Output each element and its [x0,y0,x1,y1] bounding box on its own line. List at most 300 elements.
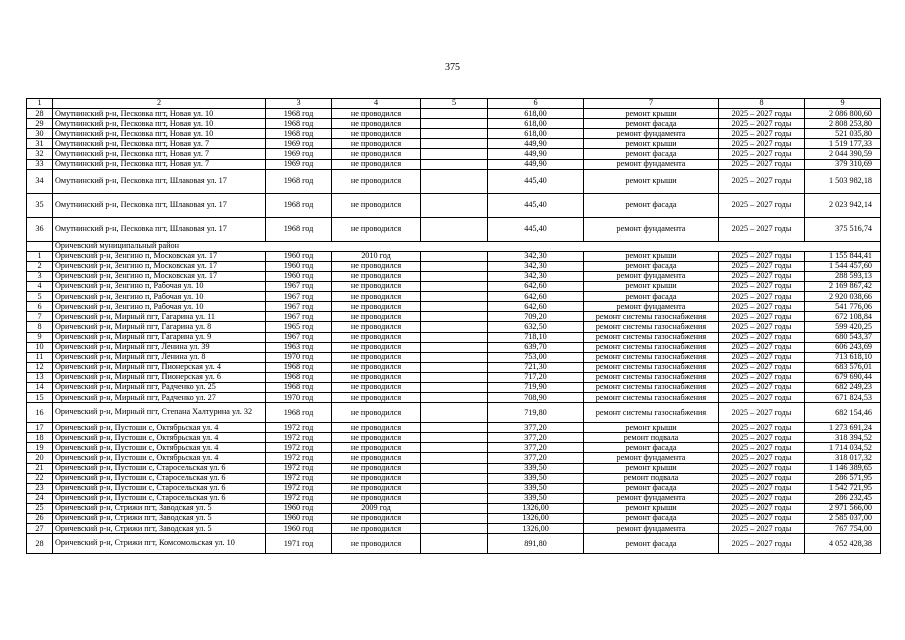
work-type-cell: ремонт крыши [584,169,719,193]
col5-cell [421,443,488,453]
last-repair-cell: не проводился [332,473,421,483]
address-cell: Омутнинский р-н, Песковка пгт, Новая ул. 7 [53,149,266,159]
cost-cell: 1 544 457,60 [805,261,881,271]
row-number: 7 [27,312,53,322]
section-spacer [27,241,53,251]
build-year-cell: 1960 год [266,261,332,271]
col5-cell [421,109,488,119]
address-cell: Омутнинский р-н, Песковка пгт, Шлаковая ул. 17 [53,217,266,241]
address-cell: Оричевский р-н, Стрижи пгт, Заводская ул. 5 [53,524,266,534]
table-row [27,503,881,513]
work-type-cell: ремонт системы газоснабжения [584,322,719,332]
area-cell: 642,60 [488,292,584,302]
last-repair-cell: не проводился [332,129,421,139]
table-row [27,433,881,443]
period-cell: 2025 – 2027 годы [719,393,805,403]
last-repair-cell: не проводился [332,372,421,382]
period-cell: 2025 – 2027 годы [719,312,805,322]
last-repair-cell: не проводился [332,119,421,129]
work-type-cell: ремонт системы газоснабжения [584,382,719,392]
address-cell: Оричевский р-н, Пустоши с, Октябрьская ул. 4 [53,433,266,443]
period-cell: 2025 – 2027 годы [719,302,805,312]
table-row [27,342,881,352]
last-repair-cell: не проводился [332,514,421,524]
cost-cell: 1 503 982,18 [805,169,881,193]
address-cell: Оричевский р-н, Зенгино п, Рабочая ул. 10 [53,292,266,302]
area-cell: 642,60 [488,302,584,312]
cost-cell: 2 920 038,66 [805,292,881,302]
area-cell: 377,20 [488,423,584,433]
work-type-cell: ремонт крыши [584,251,719,261]
work-type-cell: ремонт системы газоснабжения [584,372,719,382]
address-cell: Оричевский р-н, Стрижи пгт, Заводская ул. 5 [53,514,266,524]
cost-cell: 2 044 390,59 [805,149,881,159]
table-row [27,169,881,193]
period-cell: 2025 – 2027 годы [719,473,805,483]
column-number-header: 3 [266,99,332,109]
build-year-cell: 1967 год [266,282,332,292]
row-number: 27 [27,524,53,534]
row-number: 2 [27,261,53,271]
area-cell: 377,20 [488,433,584,443]
period-cell: 2025 – 2027 годы [719,332,805,342]
period-cell: 2025 – 2027 годы [719,352,805,362]
last-repair-cell: 2009 год [332,503,421,513]
period-cell: 2025 – 2027 годы [719,403,805,423]
area-cell: 618,00 [488,119,584,129]
period-cell: 2025 – 2027 годы [719,193,805,217]
address-cell: Омутнинский р-н, Песковка пгт, Новая ул. 10 [53,109,266,119]
area-cell: 708,90 [488,393,584,403]
period-cell: 2025 – 2027 годы [719,503,805,513]
work-type-cell: ремонт фасада [584,534,719,554]
area-cell: 339,50 [488,493,584,503]
last-repair-cell: не проводился [332,312,421,322]
last-repair-cell: не проводился [332,149,421,159]
last-repair-cell: 2010 год [332,251,421,261]
table-row [27,362,881,372]
area-cell: 445,40 [488,193,584,217]
work-type-cell: ремонт фундамента [584,129,719,139]
work-type-cell: ремонт крыши [584,423,719,433]
address-cell: Омутнинский р-н, Песковка пгт, Шлаковая ул. 17 [53,169,266,193]
row-number: 19 [27,443,53,453]
row-number: 28 [27,534,53,554]
area-cell: 449,90 [488,159,584,169]
cost-cell: 599 420,25 [805,322,881,332]
cost-cell: 682 154,46 [805,403,881,423]
row-number: 1 [27,251,53,261]
row-number: 25 [27,503,53,513]
work-type-cell: ремонт подвала [584,433,719,443]
cost-cell: 606 243,69 [805,342,881,352]
column-number-header: 9 [805,99,881,109]
area-cell: 719,90 [488,382,584,392]
row-number: 28 [27,109,53,119]
row-number: 23 [27,483,53,493]
cost-cell: 2 086 800,60 [805,109,881,119]
work-type-cell: ремонт фундамента [584,159,719,169]
row-number: 21 [27,463,53,473]
work-type-cell: ремонт системы газоснабжения [584,332,719,342]
work-type-cell: ремонт фундамента [584,493,719,503]
row-number: 30 [27,129,53,139]
row-number: 26 [27,514,53,524]
table-row [27,493,881,503]
period-cell: 2025 – 2027 годы [719,251,805,261]
area-cell: 339,50 [488,463,584,473]
build-year-cell: 1972 год [266,443,332,453]
table-row [27,251,881,261]
address-cell: Оричевский р-н, Мирный пгт, Ленина ул. 39 [53,342,266,352]
build-year-cell: 1969 год [266,149,332,159]
address-cell: Оричевский р-н, Мирный пгт, Радченко ул. 25 [53,382,266,392]
area-cell: 618,00 [488,109,584,119]
area-cell: 1326,00 [488,514,584,524]
col5-cell [421,514,488,524]
column-number-header: 6 [488,99,584,109]
row-number: 12 [27,362,53,372]
last-repair-cell: не проводился [332,382,421,392]
table-body [27,99,881,554]
address-cell: Оричевский р-н, Мирный пгт, Ленина ул. 8 [53,352,266,362]
col5-cell [421,312,488,322]
address-cell: Омутнинский р-н, Песковка пгт, Новая ул. 10 [53,129,266,139]
col5-cell [421,433,488,443]
area-cell: 642,60 [488,282,584,292]
last-repair-cell: не проводился [332,193,421,217]
row-number: 9 [27,332,53,342]
table-row [27,159,881,169]
table-row [27,463,881,473]
area-cell: 339,50 [488,473,584,483]
period-cell: 2025 – 2027 годы [719,261,805,271]
last-repair-cell: не проводился [332,302,421,312]
row-number: 29 [27,119,53,129]
address-cell: Оричевский р-н, Пустоши с, Старосельская ул. 6 [53,473,266,483]
area-cell: 721,30 [488,362,584,372]
last-repair-cell: не проводился [332,342,421,352]
address-cell: Омутнинский р-н, Песковка пгт, Новая ул. 7 [53,159,266,169]
work-type-cell: ремонт подвала [584,473,719,483]
work-type-cell: ремонт фундамента [584,302,719,312]
address-cell: Омутнинский р-н, Песковка пгт, Шлаковая ул. 17 [53,193,266,217]
period-cell: 2025 – 2027 годы [719,322,805,332]
period-cell: 2025 – 2027 годы [719,342,805,352]
area-cell: 377,20 [488,453,584,463]
work-type-cell: ремонт фундамента [584,217,719,241]
table-row [27,292,881,302]
work-type-cell: ремонт крыши [584,503,719,513]
period-cell: 2025 – 2027 годы [719,483,805,493]
col5-cell [421,217,488,241]
area-cell: 377,20 [488,443,584,453]
area-cell: 342,30 [488,261,584,271]
period-cell: 2025 – 2027 годы [719,109,805,119]
last-repair-cell: не проводился [332,453,421,463]
row-number: 14 [27,382,53,392]
col5-cell [421,403,488,423]
cost-cell: 713 618,10 [805,352,881,362]
build-year-cell: 1972 год [266,473,332,483]
table-row [27,352,881,362]
address-cell: Оричевский р-н, Стрижи пгт, Комсомольская ул. 10 [53,534,266,554]
row-number: 6 [27,302,53,312]
build-year-cell: 1971 год [266,534,332,554]
cost-cell: 680 543,37 [805,332,881,342]
last-repair-cell: не проводился [332,352,421,362]
column-number-header: 8 [719,99,805,109]
address-cell: Оричевский р-н, Пустоши с, Октябрьская ул. 4 [53,443,266,453]
table-row [27,312,881,322]
col5-cell [421,393,488,403]
period-cell: 2025 – 2027 годы [719,433,805,443]
last-repair-cell: не проводился [332,393,421,403]
table-row [27,217,881,241]
period-cell: 2025 – 2027 годы [719,169,805,193]
table-row [27,282,881,292]
row-number: 33 [27,159,53,169]
col5-cell [421,534,488,554]
build-year-cell: 1968 год [266,119,332,129]
work-type-cell: ремонт фасада [584,292,719,302]
cost-cell: 2 971 566,00 [805,503,881,513]
period-cell: 2025 – 2027 годы [719,271,805,281]
last-repair-cell: не проводился [332,493,421,503]
period-cell: 2025 – 2027 годы [719,463,805,473]
section-title: Оричевский муниципальный район [53,241,881,251]
address-cell: Омутнинский р-н, Песковка пгт, Новая ул. 10 [53,119,266,129]
table-row [27,382,881,392]
work-type-cell: ремонт системы газоснабжения [584,362,719,372]
row-number: 8 [27,322,53,332]
area-cell: 1326,00 [488,503,584,513]
build-year-cell: 1968 год [266,217,332,241]
column-number-header: 2 [53,99,266,109]
work-type-cell: ремонт фасада [584,483,719,493]
last-repair-cell: не проводился [332,463,421,473]
area-cell: 449,90 [488,139,584,149]
col5-cell [421,302,488,312]
period-cell: 2025 – 2027 годы [719,372,805,382]
cost-cell: 1 155 844,41 [805,251,881,261]
work-type-cell: ремонт фасада [584,149,719,159]
column-number-header: 1 [27,99,53,109]
table-row [27,271,881,281]
cost-cell: 4 052 428,38 [805,534,881,554]
address-cell: Оричевский р-н, Мирный пгт, Пионерская ул. 6 [53,372,266,382]
col5-cell [421,119,488,129]
last-repair-cell: не проводился [332,362,421,372]
table-row [27,393,881,403]
period-cell: 2025 – 2027 годы [719,514,805,524]
period-cell: 2025 – 2027 годы [719,382,805,392]
address-cell: Оричевский р-н, Пустоши с, Старосельская ул. 6 [53,463,266,473]
area-cell: 449,90 [488,149,584,159]
table-row [27,193,881,217]
row-number: 24 [27,493,53,503]
last-repair-cell: не проводился [332,524,421,534]
work-type-cell: ремонт фасада [584,514,719,524]
build-year-cell: 1967 год [266,312,332,322]
area-cell: 618,00 [488,129,584,139]
col5-cell [421,139,488,149]
build-year-cell: 1968 год [266,403,332,423]
last-repair-cell: не проводился [332,109,421,119]
col5-cell [421,193,488,217]
row-number: 4 [27,282,53,292]
build-year-cell: 1968 год [266,109,332,119]
col5-cell [421,282,488,292]
build-year-cell: 1967 год [266,292,332,302]
col5-cell [421,493,488,503]
address-cell: Омутнинский р-н, Песковка пгт, Новая ул. 7 [53,139,266,149]
area-cell: 709,20 [488,312,584,322]
col5-cell [421,362,488,372]
address-cell: Оричевский р-н, Мирный пгт, Радченко ул. 27 [53,393,266,403]
row-number: 11 [27,352,53,362]
col5-cell [421,332,488,342]
work-type-cell: ремонт фундамента [584,271,719,281]
area-cell: 639,70 [488,342,584,352]
cost-cell: 521 035,80 [805,129,881,139]
table-row [27,524,881,534]
build-year-cell: 1968 год [266,382,332,392]
address-cell: Оричевский р-н, Мирный пгт, Степана Халтурина ул. 32 [53,403,266,423]
period-cell: 2025 – 2027 годы [719,453,805,463]
address-cell: Оричевский р-н, Мирный пгт, Пионерская ул. 4 [53,362,266,372]
cost-cell: 2 585 037,00 [805,514,881,524]
cost-cell: 682 249,23 [805,382,881,392]
row-number: 22 [27,473,53,483]
row-number: 35 [27,193,53,217]
work-type-cell: ремонт крыши [584,463,719,473]
table-row [27,403,881,423]
header-row [27,99,881,109]
col5-cell [421,342,488,352]
row-number: 34 [27,169,53,193]
build-year-cell: 1968 год [266,129,332,139]
address-cell: Оричевский р-н, Пустоши с, Старосельская ул. 6 [53,483,266,493]
address-cell: Оричевский р-н, Зенгино п, Рабочая ул. 10 [53,302,266,312]
last-repair-cell: не проводился [332,159,421,169]
period-cell: 2025 – 2027 годы [719,119,805,129]
last-repair-cell: не проводился [332,534,421,554]
period-cell: 2025 – 2027 годы [719,524,805,534]
address-cell: Оричевский р-н, Мирный пгт, Гагарина ул. 11 [53,312,266,322]
period-cell: 2025 – 2027 годы [719,534,805,554]
table-row [27,372,881,382]
work-type-cell: ремонт фундамента [584,524,719,534]
address-cell: Оричевский р-н, Стрижи пгт, Заводская ул. 5 [53,503,266,513]
work-type-cell: ремонт системы газоснабжения [584,312,719,322]
address-cell: Оричевский р-н, Зенгино п, Рабочая ул. 10 [53,282,266,292]
area-cell: 719,80 [488,403,584,423]
row-number: 10 [27,342,53,352]
area-cell: 445,40 [488,169,584,193]
work-type-cell: ремонт фасада [584,443,719,453]
col5-cell [421,261,488,271]
address-cell: Оричевский р-н, Мирный пгт, Гагарина ул. 9 [53,332,266,342]
section-row [27,241,881,251]
last-repair-cell: не проводился [332,433,421,443]
address-cell: Оричевский р-н, Пустоши с, Октябрьская ул. 4 [53,423,266,433]
period-cell: 2025 – 2027 годы [719,443,805,453]
address-cell: Оричевский р-н, Мирный пгт, Гагарина ул. 8 [53,322,266,332]
col5-cell [421,453,488,463]
row-number: 17 [27,423,53,433]
cost-cell: 683 576,01 [805,362,881,372]
last-repair-cell: не проводился [332,271,421,281]
row-number: 20 [27,453,53,463]
period-cell: 2025 – 2027 годы [719,149,805,159]
area-cell: 717,20 [488,372,584,382]
last-repair-cell: не проводился [332,443,421,453]
col5-cell [421,524,488,534]
address-cell: Оричевский р-н, Зенгино п, Московская ул. 17 [53,251,266,261]
build-year-cell: 1969 год [266,159,332,169]
last-repair-cell: не проводился [332,483,421,493]
repair-program-table [26,98,881,554]
row-number: 18 [27,433,53,443]
address-cell: Оричевский р-н, Пустоши с, Октябрьская ул. 4 [53,453,266,463]
build-year-cell: 1960 год [266,524,332,534]
table-row [27,261,881,271]
cost-cell: 2 023 942,14 [805,193,881,217]
row-number: 5 [27,292,53,302]
build-year-cell: 1972 год [266,423,332,433]
row-number: 16 [27,403,53,423]
col5-cell [421,473,488,483]
build-year-cell: 1968 год [266,169,332,193]
build-year-cell: 1968 год [266,372,332,382]
cost-cell: 767 754,00 [805,524,881,534]
build-year-cell: 1960 год [266,503,332,513]
last-repair-cell: не проводился [332,322,421,332]
last-repair-cell: не проводился [332,217,421,241]
column-number-header: 7 [584,99,719,109]
table-row [27,483,881,493]
area-cell: 632,50 [488,322,584,332]
row-number: 13 [27,372,53,382]
build-year-cell: 1970 год [266,393,332,403]
cost-cell: 541 776,06 [805,302,881,312]
col5-cell [421,149,488,159]
work-type-cell: ремонт системы газоснабжения [584,393,719,403]
period-cell: 2025 – 2027 годы [719,292,805,302]
build-year-cell: 1960 год [266,271,332,281]
cost-cell: 379 310,69 [805,159,881,169]
period-cell: 2025 – 2027 годы [719,423,805,433]
col5-cell [421,169,488,193]
build-year-cell: 1970 год [266,352,332,362]
build-year-cell: 1960 год [266,251,332,261]
cost-cell: 672 108,84 [805,312,881,322]
cost-cell: 286 232,45 [805,493,881,503]
last-repair-cell: не проводился [332,139,421,149]
build-year-cell: 1972 год [266,463,332,473]
area-cell: 339,50 [488,483,584,493]
area-cell: 891,80 [488,534,584,554]
table-row [27,149,881,159]
col5-cell [421,372,488,382]
work-type-cell: ремонт фасада [584,261,719,271]
area-cell: 753,00 [488,352,584,362]
work-type-cell: ремонт крыши [584,282,719,292]
row-number: 32 [27,149,53,159]
col5-cell [421,322,488,332]
area-cell: 1326,00 [488,524,584,534]
